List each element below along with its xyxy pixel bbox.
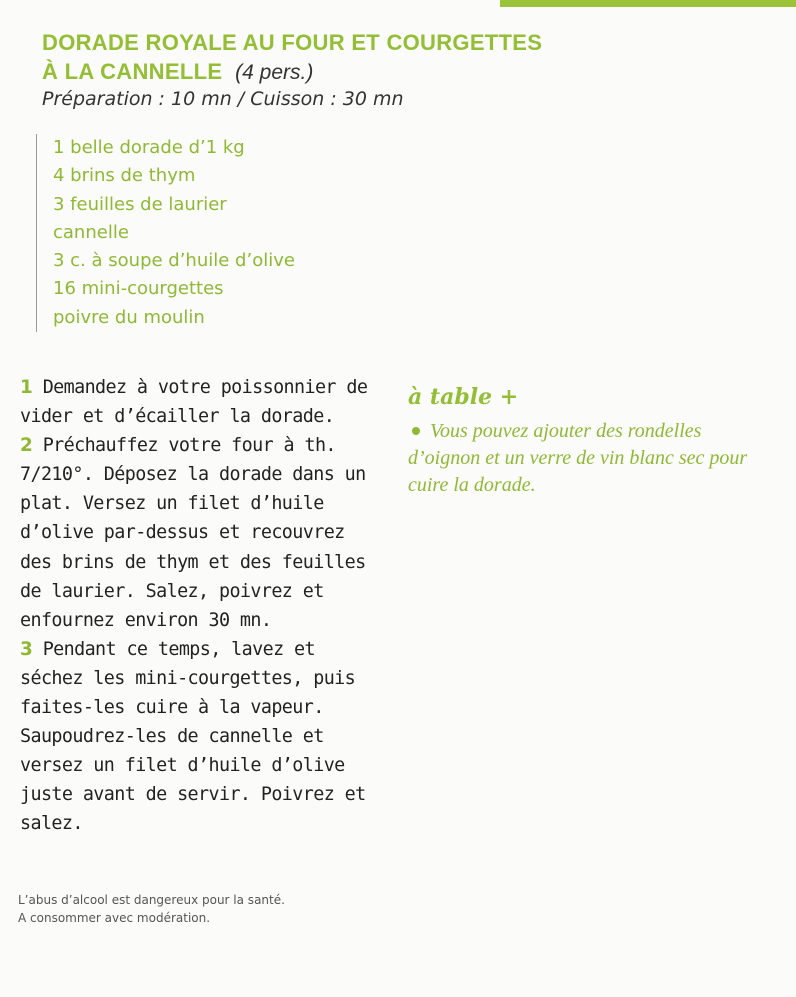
ingredient-item: 3 c. à soupe d’huile d’olive xyxy=(53,250,295,272)
alcohol-warning xyxy=(18,891,418,927)
servings-label: (4 pers.) xyxy=(235,61,314,84)
step-2 xyxy=(20,431,380,635)
step-text: Pendant ce temps, lavez et séchez les mini-courgettes, puis faites-les cuire à la vapeur. Saupoudrez-les de cannelle et versez un filet d’huile d’olive juste avant de servir. Poivrez et salez. xyxy=(20,638,366,835)
recipe-steps xyxy=(20,373,380,839)
tip-text: Vous pouvez ajouter des rondelles d’oignon et un verre de vin blanc sec pour cuire la dorade. xyxy=(408,420,748,496)
ingredient-item: cannelle xyxy=(53,221,129,243)
ingredient-item: poivre du moulin xyxy=(53,306,205,328)
recipe-title-line2-text: À LA CANNELLE xyxy=(42,59,223,84)
step-number: 2 xyxy=(20,435,33,457)
ingredient-item: 1 belle dorade d’1 kg xyxy=(53,137,245,158)
top-accent-bar xyxy=(500,0,796,7)
tip-text-block xyxy=(408,418,748,499)
prep-time: Préparation : 10 mn / Cuisson : 30 mn xyxy=(42,88,404,110)
warning-line1: L’abus d’alcool est dangereux pour la santé. xyxy=(18,893,285,907)
step-number: 1 xyxy=(20,377,33,398)
step-number: 3 xyxy=(20,638,33,660)
step-text: Préchauffez votre four à th. 7/210°. Déposez la dorade dans un plat. Versez un filet d’huile d’olive par-dessus et recouvrez des brins de thym et des feuilles de laurier. Salez, poivrez et enfournez environ 30 mn. xyxy=(20,435,366,631)
recipe-title-line1: DORADE ROYALE AU FOUR ET COURGETTES xyxy=(42,30,543,55)
ingredient-list xyxy=(36,134,373,332)
tip-title: à table + xyxy=(408,384,519,410)
ingredient-item: 3 feuilles de laurier xyxy=(53,193,227,215)
step-text: Demandez à votre poissonnier de vider et d’écailler la dorade. xyxy=(20,377,368,428)
warning-line2: A consommer avec modération. xyxy=(18,911,211,925)
ingredient-item: 4 brins de thym xyxy=(53,165,196,187)
tip-box xyxy=(408,382,748,499)
recipe-title xyxy=(42,28,662,87)
ingredient-item: 16 mini-courgettes xyxy=(53,278,224,300)
step-3 xyxy=(20,635,380,839)
recipe-title-line2 xyxy=(42,57,662,87)
bullet-icon xyxy=(412,427,420,435)
step-1 xyxy=(20,373,380,431)
